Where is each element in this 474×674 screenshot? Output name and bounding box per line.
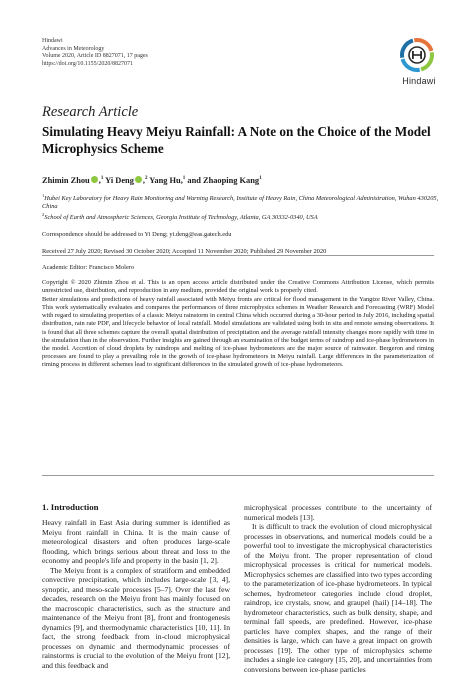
publisher-name: Hindawi (42, 38, 63, 44)
author-name[interactable]: Yi Deng (105, 176, 134, 185)
journal-name: Advances in Meteorology (42, 45, 105, 52)
doi-link[interactable]: https://doi.org/10.1155/2020/8827071 (42, 60, 134, 67)
author-name[interactable]: Yang Hu, (149, 176, 183, 185)
paragraph: The Meiyu front is a complex of stratiform and embedded convective precipitation, which includes large-scale [3, 4], synoptic, and meso-scale processes [5–7]. Over the last few decades, research on the Meiyu front has mainly focused on the macroscopic characteristics, such as the structure and maintenance of the Meiyu front [8], front and frontogenesis dynamics [9], and thermodynamic characteristics [10, 11]. In fact, the strong feedback from in-cloud microphysical processes on dynamic and thermodynamic processes of rainstorms is crucial to the evolution of the Meiyu front [12], and this feedback and (42, 565, 230, 670)
academic-editor: Academic Editor: Francisco Molero (42, 264, 135, 271)
affil-text: Hubei Key Laboratory for Heavy Rain Monitoring and Warning Research, Institute of Heavy Rain, China Meteorological Administration, Wuhan 430205, China (42, 195, 439, 211)
article-type: Research Article (42, 104, 139, 120)
paragraph: It is difficult to track the evolution of cloud microphysical processes in observations, and numerical models could be a powerful tool to investigate the microphysical characteristics of the Meiyu front. The proper representation of cloud microphysical processes is critical for numerical models. Microphysics schemes are classified into two types according to the parameterization of ice-phase hydrometeors. In typical schemes, hydrometeor categories include cloud droplet, raindrop, ice crystals, snow, and graupel (hail) [14–18]. The hydrometeor characteristics, such as bulk density, shape, and terminal fall speeds, are predefined. However, ice-phase particles have complex shapes, and the range of their densities is large, which can have a great impact on growth processes [19]. The other type of microphysics scheme includes a single ice category [15, 20], and uncertainties from conversions between ice-phase particles (244, 522, 432, 674)
author-list: Zhimin Zhou ,$^1$ Yi Deng ,$^2$ Yang Hu,$^1$ and Zhaoping Kang$^1$ (42, 176, 262, 185)
body-column-left (42, 518, 230, 670)
logo-wordmark: Hindawi (402, 76, 436, 86)
affil-text: School of Earth and Atmospheric Sciences, Georgia Institute of Technology, Atlanta, GA 30332-0340, USA (44, 214, 318, 222)
orcid-icon[interactable] (135, 176, 142, 183)
affiliation-2 (42, 211, 442, 222)
affil-marker: 1 (42, 193, 45, 198)
divider (42, 475, 434, 476)
abstract: Better simulations and predictions of heavy rainfall associated with Meiyu fronts are critical for flood management in the Yangtze River Valley, China. This work systematically evaluates and compares the performances of three microphysics schemes in Weather Research and Forecasting (WRF) Model with regard to simulating properties of a classic Meiyu rainstorm in central China which occurred during a 30-hour period in July 2016, including spatial distribution, rain rate PDF, and lifecycle behavior of local rainfall. Model simulations are validated using both in situ and remote sensing observations. It is found that all three schemes capture the overall spatial distribution of precipitation and the average rainfall intensity changes more rapidly with time in the simulation than in the observation. Further insights are gained through an examination of the budget terms of raindrop and ice-phase hydrometeors in the model. Accretion of cloud droplets by raindrops and melting of ice-phase hydrometeors are the major source of rainwater. Bergeron and riming processes are found to play a prevailing role in the growth of ice-phase hydrometeors in Meiyu rainfall. Large differences in the parameterization of riming process in different schemes lead to significant differences in the simulated growth of ice-phase hydrometeors. (42, 296, 434, 369)
section-heading: 1. Introduction (42, 502, 99, 512)
hindawi-logo-icon (395, 35, 439, 79)
volume-line: Volume 2020, Article ID 8827071, 17 pages (42, 53, 148, 60)
correspondence: Correspondence should be addressed to Yi Deng; yi.deng@eas.gatech.edu (42, 231, 232, 238)
author-affil-sup: 1 (100, 176, 104, 182)
journal-info (42, 38, 148, 68)
orcid-icon[interactable] (91, 176, 98, 183)
paragraph: Heavy rainfall in East Asia during summer is identified as Meiyu front rainfall in China. It is the main cause of meteorological disasters and often produces large-scale flooding, which brings serious about threat and loss to the economy and people's life and property in the basin [1, 2]. (42, 518, 230, 565)
affiliation-1 (42, 192, 442, 211)
paragraph: microphysical processes contribute to the uncertainty of numerical models [13]. (244, 503, 432, 522)
author-affil-sup: 2 (144, 176, 148, 182)
article-title: Simulating Heavy Meiyu Rainfall: A Note on the Choice of the Model Microphysics Scheme (42, 124, 431, 156)
author-name[interactable]: and Zhaoping Kang (187, 176, 260, 185)
history-dates: Received 27 July 2020; Revised 30 October 2020; Accepted 11 November 2020; Published 29 November 2020 (42, 248, 327, 255)
author-name[interactable]: Zhimin Zhou (42, 176, 90, 185)
body-column-right (244, 503, 432, 674)
affil-marker: 2 (42, 212, 45, 217)
author-affil-sup: 1 (182, 176, 186, 182)
license-statement: Copyright © 2020 Zhimin Zhou et al. This is an open access article distributed under the Creative Commons Attribution License, which permits unrestricted use, distribution, and reproduction in any medium, provided the original work is properly cited. (42, 279, 434, 294)
author-affil-sup: 1 (259, 176, 262, 182)
